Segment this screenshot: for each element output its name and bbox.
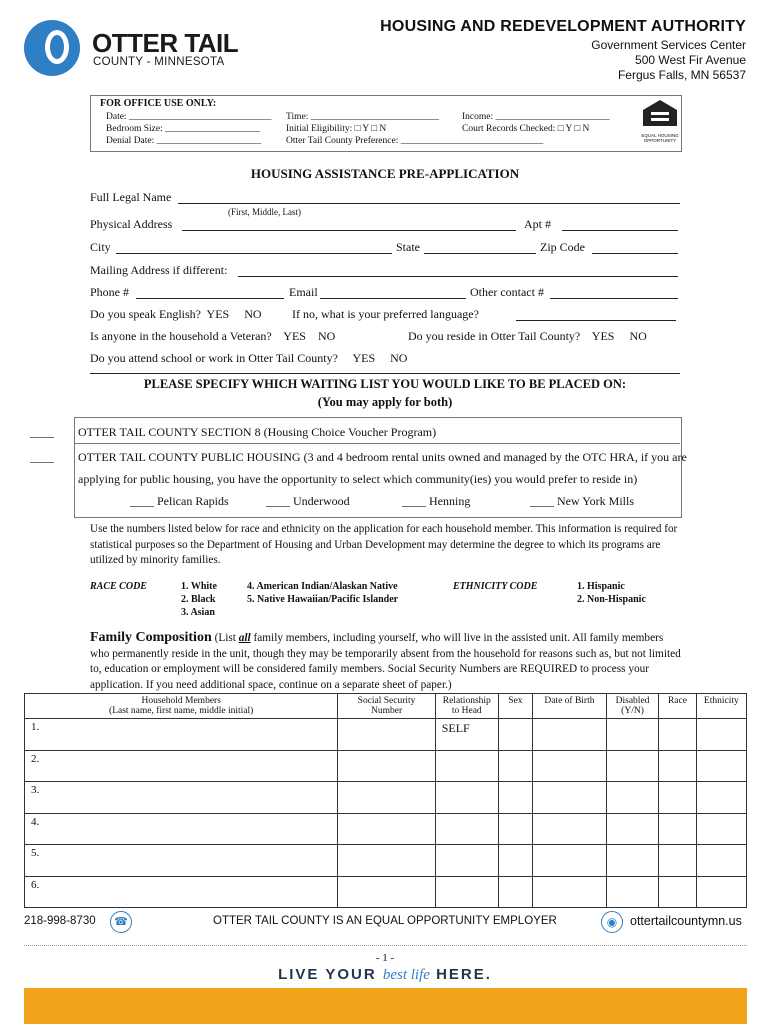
sex-cell[interactable] [498,782,532,814]
race-black: 2. Black [181,594,216,605]
family-text-b: family members, including yourself, who will live in the assisted unit. All family members who permanently reside in the unit, though they may be temporarily absent from the household for reasons such as, but not limited to, education or employment will be considered family members. Social Security Numbers are REQUIRED to process your application. If you need additional space, continue on a separate sheet of paper.) [90,632,681,691]
dob-cell[interactable] [533,750,607,782]
relationship-cell: SELF [435,719,498,751]
member-name-cell[interactable]: 5. [25,845,338,877]
race-code-label: RACE CODE [90,581,147,592]
disabled-cell[interactable] [606,845,658,877]
office-income: Income: ________________________ [462,112,610,122]
logo-name: OTTER TAIL [92,28,239,58]
language-label: If no, what is your preferred language? [292,307,479,321]
equal-housing-icon [640,98,680,143]
disabled-cell[interactable] [606,750,658,782]
reside-question: Do you reside in Otter Tail County? YES NO [408,329,647,343]
footer-phone: 218-998-8730 [24,915,96,927]
family-table [24,693,747,908]
race-cell[interactable] [659,750,696,782]
sex-cell[interactable] [498,750,532,782]
dob-cell[interactable] [533,719,607,751]
address-line-2: 500 West Fir Avenue [635,53,746,67]
ethnicity-cell[interactable] [696,876,746,908]
disabled-cell[interactable] [606,782,658,814]
col-dob: Date of Birth [533,694,607,719]
table-header-row [25,694,747,719]
zip-label: Zip Code [540,240,585,254]
col-race: Race [659,694,696,719]
ethnicity-hispanic: 1. Hispanic [577,581,625,592]
phone-icon: ☎ [110,911,132,933]
office-eligibility: Initial Eligibility: □ Y □ N [286,124,387,134]
relationship-cell[interactable] [435,750,498,782]
race-american-indian: 4. American Indian/Alaskan Native [247,581,398,592]
form-title: HOUSING ASSISTANCE PRE-APPLICATION [250,166,520,181]
member-name-cell[interactable]: 1. [25,719,338,751]
office-preference: Otter Tail County Preference: ______________________________ [286,136,544,146]
address-line-3: Fergus Falls, MN 56537 [617,68,746,82]
community-pelican-rapids[interactable]: ____ Pelican Rapids [130,494,229,508]
ethnicity-cell[interactable] [696,845,746,877]
public-housing-label-1: OTTER TAIL COUNTY PUBLIC HOUSING (3 and 4 bedroom rental units owned and managed by the OTC HRA, if you are [78,450,687,464]
office-denial-date: Denial Date: ______________________ [106,136,262,146]
office-bedroom-size: Bedroom Size: ____________________ [106,124,261,134]
race-cell[interactable] [659,845,696,877]
office-use-title: FOR OFFICE USE ONLY: [100,98,217,109]
race-white: 1. White [181,581,217,592]
ethnicity-cell[interactable] [696,782,746,814]
globe-icon: ◉ [601,911,623,933]
table-row [25,782,747,814]
state-field[interactable] [424,240,536,254]
logo-otter-ring [45,30,69,64]
relationship-cell[interactable] [435,813,498,845]
race-cell[interactable] [659,813,696,845]
city-field[interactable] [116,240,392,254]
ssn-cell[interactable] [338,876,435,908]
table-row [25,876,747,908]
col-ssn: Social Security Number [338,694,435,719]
col-relationship: Relationship to Head [435,694,498,719]
slogan [0,966,770,984]
relationship-cell[interactable] [435,782,498,814]
col-ethnicity: Ethnicity [696,694,746,719]
waiting-list-title: PLEASE SPECIFY WHICH WAITING LIST YOU WOULD LIKE TO BE PLACED ON: [143,377,627,391]
family-text-a: (List [214,632,239,644]
table-row [25,750,747,782]
state-label: State [396,240,420,254]
mailing-address-field[interactable] [238,263,678,277]
ssn-cell[interactable] [338,782,435,814]
email-field[interactable] [320,285,466,299]
waiting-list-subtitle: (You may apply for both) [317,395,453,409]
table-row [25,845,747,877]
school-question: Do you attend school or work in Otter Tail County? YES NO [90,351,408,365]
email-label: Email [289,285,318,299]
dob-cell[interactable] [533,876,607,908]
disabled-cell[interactable] [606,813,658,845]
dob-cell[interactable] [533,782,607,814]
dob-cell[interactable] [533,813,607,845]
logo-subtitle: COUNTY - MINNESOTA [93,56,225,68]
ethnicity-cell[interactable] [696,750,746,782]
ethnicity-non-hispanic: 2. Non-Hispanic [577,594,646,605]
col-disabled: Disabled (Y/N) [606,694,658,719]
phone-label: Phone # [90,285,129,299]
phone-field[interactable] [136,285,284,299]
section8-label: OTTER TAIL COUNTY SECTION 8 (Housing Choice Voucher Program) [78,425,437,439]
veteran-question: Is anyone in the household a Veteran? YES NO [90,329,336,343]
sex-cell[interactable] [498,845,532,877]
slogan-c: HERE. [429,966,492,983]
ssn-cell[interactable] [338,750,435,782]
language-field[interactable] [516,307,676,321]
sex-cell[interactable] [498,813,532,845]
disabled-cell[interactable] [606,876,658,908]
race-cell[interactable] [659,876,696,908]
ssn-cell[interactable] [338,845,435,877]
ssn-cell[interactable] [338,813,435,845]
legal-name-label: Full Legal Name [90,190,172,204]
col-sex: Sex [498,694,532,719]
office-court-records: Court Records Checked: □ Y □ N [462,124,590,134]
footer-divider [24,945,747,946]
race-cell[interactable] [659,782,696,814]
zip-field[interactable] [592,240,678,254]
race-intro: Use the numbers listed below for race and ethnicity on the application for each household member. This information is required for statistical purposes so the Department of Housing and Urban Development may determine the degree to which its programs are utilized by minority families. [90,523,678,566]
physical-address-field[interactable] [182,217,516,231]
office-time: Time: ___________________________ [286,112,439,122]
mailing-address-label: Mailing Address if different: [90,263,228,277]
member-name-cell[interactable]: 4. [25,813,338,845]
physical-address-label: Physical Address [90,217,173,231]
footer-equal-opportunity: OTTER TAIL COUNTY IS AN EQUAL OPPORTUNITY EMPLOYER [213,915,557,927]
apt-field[interactable] [562,217,678,231]
table-row [25,813,747,845]
race-asian: 3. Asian [181,607,215,618]
authority-title: HOUSING AND REDEVELOPMENT AUTHORITY [380,18,746,35]
disabled-cell[interactable] [606,719,658,751]
english-question: Do you speak English? YES NO [90,307,262,321]
family-text-all: all [238,632,251,644]
footer-band [24,988,747,1024]
legal-name-field[interactable] [178,190,680,204]
ssn-cell[interactable] [338,719,435,751]
race-native-hawaiian: 5. Native Hawaiian/Pacific Islander [247,594,399,605]
dob-cell[interactable] [533,845,607,877]
member-name-cell[interactable]: 2. [25,750,338,782]
public-housing-label-2: applying for public housing, you have the opportunity to select which community(ies) you would prefer to reside in) [78,472,638,486]
ethnicity-cell[interactable] [696,813,746,845]
relationship-cell[interactable] [435,845,498,877]
family-composition-text [90,630,682,693]
slogan-b: best life [382,967,430,983]
col-household-members: Household Members (Last name, first name, middle initial) [25,694,338,719]
page-number: - 1 - [375,952,395,964]
member-name-cell[interactable]: 6. [25,876,338,908]
address-line-1: Government Services Center [591,38,746,52]
divider [74,443,680,444]
public-housing-checkbox[interactable]: ____ [30,450,54,464]
eho-caption: EQUAL HOUSING OPPORTUNITY [641,133,679,143]
footer-website[interactable]: ottertailcountymn.us [630,914,742,928]
divider [90,373,680,374]
other-contact-field[interactable] [550,285,678,299]
slogan-a: LIVE YOUR [278,966,383,983]
ethnicity-code-label: ETHNICITY CODE [453,581,538,592]
sex-cell[interactable] [498,876,532,908]
other-contact-label: Other contact # [470,285,544,299]
community-underwood[interactable]: ____ Underwood [266,494,350,508]
city-label: City [90,240,111,254]
family-heading: Family Composition [90,630,212,645]
section8-checkbox[interactable]: ____ [30,425,54,439]
sex-cell[interactable] [498,719,532,751]
ethnicity-cell[interactable] [696,719,746,751]
apt-label: Apt # [524,217,551,231]
table-row [25,719,747,751]
relationship-cell[interactable] [435,876,498,908]
race-cell[interactable] [659,719,696,751]
office-date: Date: ______________________________ [106,112,272,122]
community-new-york-mills[interactable]: ____ New York Mills [530,494,635,508]
community-henning[interactable]: ____ Henning [402,494,471,508]
name-hint: (First, Middle, Last) [228,207,301,217]
member-name-cell[interactable]: 3. [25,782,338,814]
